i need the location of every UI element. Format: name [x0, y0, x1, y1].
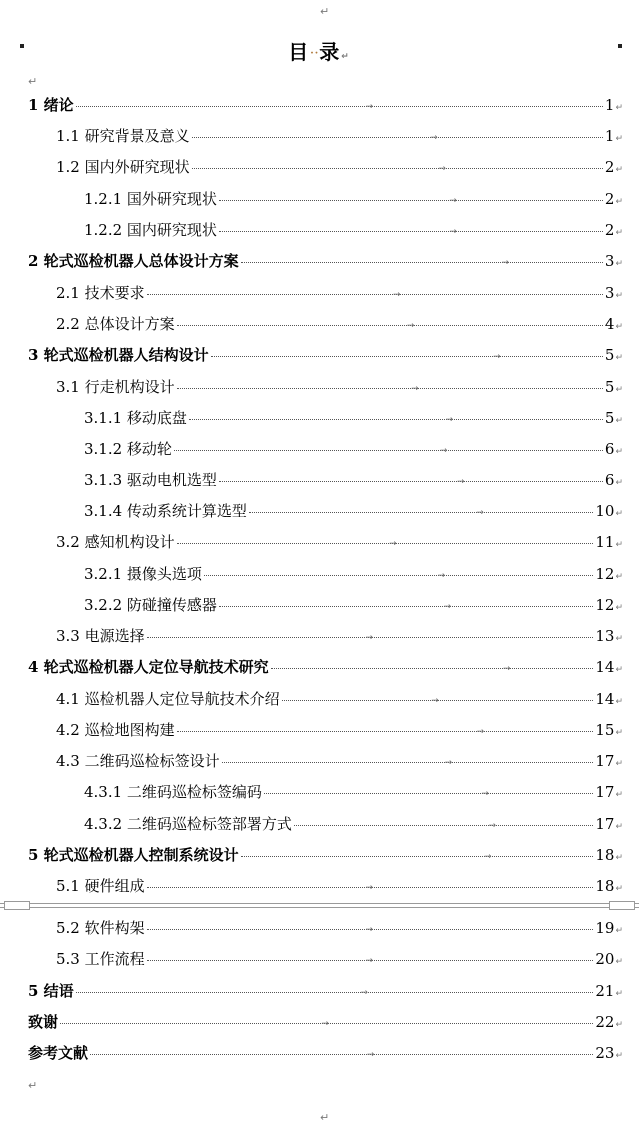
paragraph-mark: ↵	[615, 540, 623, 550]
toc-entry[interactable]	[56, 721, 623, 742]
paragraph-mark-end: ↵	[28, 1079, 38, 1092]
toc-entry-page-number: 15	[595, 721, 615, 739]
tab-arrow-mark: →	[365, 102, 374, 112]
tab-arrow-mark: →	[488, 821, 497, 831]
toc-entry-page-number: 23	[595, 1044, 615, 1062]
paragraph-mark: ↵	[615, 447, 623, 457]
toc-entry[interactable]	[56, 378, 623, 399]
tab-arrow-mark: →	[360, 988, 368, 998]
toc-entry-page-number: 3	[604, 252, 615, 270]
toc-dot-leader	[177, 727, 594, 737]
toc-entry-label: 5.1 硬件组成	[56, 877, 145, 895]
toc-dot-leader	[204, 571, 593, 581]
paragraph-mark: ↵	[615, 103, 623, 113]
tab-arrow-mark: →	[365, 925, 374, 935]
toc-entry-label: 4.3 二维码巡检标签设计	[56, 752, 220, 770]
tab-arrow-mark: →	[443, 602, 452, 612]
toc-entry[interactable]	[84, 815, 623, 836]
paragraph-mark: ↵	[615, 322, 623, 332]
toc-entry[interactable]	[84, 783, 623, 804]
paragraph-mark: ↵	[615, 989, 623, 999]
toc-entry-label: 3 轮式巡检机器人结构设计	[28, 346, 209, 364]
toc-entry[interactable]	[84, 440, 623, 461]
toc-entry-label: 5.2 软件构架	[56, 919, 145, 937]
toc-entry[interactable]	[84, 190, 623, 211]
toc-dot-leader	[264, 789, 593, 799]
toc-entry[interactable]	[28, 658, 623, 679]
toc-entry-page-number: 18	[595, 846, 615, 864]
paragraph-mark: ↵	[615, 416, 623, 426]
tab-arrow-mark: →	[437, 571, 446, 581]
toc-entry-page-number: 5	[604, 378, 615, 396]
toc-dot-leader	[192, 164, 603, 174]
tab-arrow-mark: →	[481, 789, 489, 799]
paragraph-mark: ↵	[615, 697, 623, 707]
paragraph-mark: ↵	[615, 853, 623, 863]
toc-dot-leader	[60, 1019, 593, 1029]
toc-entry-label: 3.1.2 移动轮	[84, 440, 172, 458]
tab-arrow-mark: →	[406, 321, 415, 331]
tab-arrow-mark: →	[439, 446, 448, 456]
toc-entry[interactable]	[84, 471, 623, 492]
toc-entry-label: 5 结语	[28, 982, 74, 1000]
paragraph-mark-top: ↵	[320, 5, 330, 18]
toc-entry-page-number: 20	[595, 950, 615, 968]
tab-arrow-mark: →	[365, 883, 374, 893]
toc-entry-page-number: 2	[604, 221, 615, 239]
toc-entry[interactable]	[28, 96, 623, 117]
toc-entry-page-number: 18	[595, 877, 615, 895]
toc-entry-page-number: 12	[595, 596, 615, 614]
toc-entry-label: 4 轮式巡检机器人定位导航技术研究	[28, 658, 269, 676]
toc-dot-leader	[219, 602, 593, 612]
toc-dot-leader	[147, 925, 594, 935]
toc-entry[interactable]	[84, 409, 623, 430]
toc-entry-page-number: 6	[604, 471, 615, 489]
toc-entry-label: 3.2.2 防碰撞传感器	[84, 596, 217, 614]
toc-entry-page-number: 6	[604, 440, 615, 458]
paragraph-mark: ↵	[615, 1051, 623, 1061]
toc-entry-label: 2 轮式巡检机器人总体设计方案	[28, 252, 239, 270]
paragraph-mark: ↵	[615, 1020, 623, 1030]
paragraph-mark: ↵	[615, 478, 623, 488]
title-paragraph-mark: ↵	[341, 52, 351, 62]
toc-entry[interactable]	[56, 127, 623, 148]
toc-entry[interactable]	[56, 950, 623, 971]
toc-dot-leader	[147, 883, 594, 893]
paragraph-mark: ↵	[615, 134, 623, 144]
toc-entry-label: 4.1 巡检机器人定位导航技术介绍	[56, 690, 280, 708]
toc-entry[interactable]	[28, 846, 623, 867]
tab-arrow-mark: →	[430, 133, 438, 143]
toc-entry[interactable]	[28, 982, 623, 1003]
toc-entry-page-number: 14	[595, 658, 615, 676]
tab-arrow-mark: →	[365, 956, 374, 966]
paragraph-mark-after-title: ↵	[28, 75, 38, 88]
toc-entry-page-number: 11	[595, 533, 615, 551]
toc-dot-leader	[147, 633, 594, 643]
paragraph-mark: ↵	[615, 291, 623, 301]
toc-entry-label: 3.3 电源选择	[56, 627, 145, 645]
toc-entry[interactable]	[28, 1044, 623, 1065]
toc-entry-page-number: 3	[604, 284, 615, 302]
tab-arrow-mark: →	[431, 696, 439, 706]
toc-dot-leader	[219, 477, 603, 487]
toc-entry[interactable]	[56, 158, 623, 179]
tab-arrow-mark: →	[456, 477, 465, 487]
tab-arrow-mark: →	[365, 633, 374, 643]
toc-entry-label: 3.1 行走机构设计	[56, 378, 175, 396]
tab-arrow-mark: →	[389, 539, 397, 549]
paragraph-mark: ↵	[615, 197, 623, 207]
toc-entry[interactable]	[56, 533, 623, 554]
toc-entry-page-number: 10	[595, 502, 615, 520]
toc-entry-label: 4.3.2 二维码巡检标签部署方式	[84, 815, 292, 833]
title-char-right: 录	[319, 40, 342, 64]
tab-arrow-mark: →	[393, 290, 401, 300]
paragraph-mark: ↵	[615, 228, 623, 238]
paragraph-mark: ↵	[615, 572, 623, 582]
toc-dot-leader	[177, 321, 603, 331]
toc-entry-label: 3.1.1 移动底盘	[84, 409, 187, 427]
paragraph-mark: ↵	[615, 259, 623, 269]
toc-dot-leader	[249, 508, 593, 518]
toc-entry-label: 3.1.3 驱动电机选型	[84, 471, 217, 489]
tab-arrow-mark: →	[476, 508, 484, 518]
toc-entry[interactable]	[84, 502, 623, 523]
paragraph-mark: ↵	[615, 665, 623, 675]
toc-entry-label: 致谢	[28, 1013, 59, 1031]
paragraph-mark: ↵	[615, 759, 623, 769]
toc-entry-page-number: 1	[604, 96, 615, 114]
toc-entry[interactable]	[56, 752, 623, 773]
toc-entry[interactable]	[56, 627, 623, 648]
toc-entry-page-number: 2	[604, 158, 615, 176]
paragraph-mark: ↵	[615, 165, 623, 175]
tab-arrow-mark: →	[321, 1019, 329, 1029]
toc-entry-label: 3.1.4 传动系统计算选型	[84, 502, 247, 520]
toc-entry[interactable]	[56, 690, 623, 711]
paragraph-mark: ↵	[615, 603, 623, 613]
toc-entry-label: 1.2.2 国内研究现状	[84, 221, 217, 239]
toc-dot-leader	[189, 415, 603, 425]
tab-arrow-mark: →	[449, 227, 457, 237]
toc-dot-leader	[177, 539, 594, 549]
paragraph-mark-bottom: ↵	[320, 1111, 330, 1124]
toc-dot-leader	[76, 102, 603, 112]
toc-entry-label: 3.2.1 摄像头选项	[84, 565, 202, 583]
toc-entry[interactable]	[56, 315, 623, 336]
toc-dot-leader	[241, 258, 603, 268]
toc-entry[interactable]	[28, 1013, 623, 1034]
toc-dot-leader	[219, 196, 603, 206]
toc-entry[interactable]	[84, 565, 623, 586]
tab-arrow-mark: →	[476, 727, 485, 737]
toc-entry-page-number: 5	[604, 409, 615, 427]
toc-entry[interactable]	[28, 252, 623, 273]
toc-entry-page-number: 13	[595, 627, 615, 645]
tab-arrow-mark: →	[484, 852, 492, 862]
tab-arrow-mark: →	[493, 352, 501, 362]
toc-entry-page-number: 1	[604, 127, 615, 145]
toc-entry-page-number: 19	[595, 919, 615, 937]
paragraph-mark: ↵	[615, 790, 623, 800]
toc-entry-page-number: 17	[595, 815, 615, 833]
toc-dot-leader	[147, 290, 603, 300]
tab-arrow-mark: →	[503, 664, 511, 674]
toc-entry-page-number: 5	[604, 346, 615, 364]
toc-dot-leader	[174, 446, 603, 456]
paragraph-mark: ↵	[615, 728, 623, 738]
paragraph-mark: ↵	[615, 353, 623, 363]
toc-dot-leader	[90, 1050, 593, 1060]
toc-entry-label: 2.1 技术要求	[56, 284, 145, 302]
toc-entry-label: 1 绪论	[28, 96, 74, 114]
page-title	[0, 36, 639, 65]
toc-dot-leader	[271, 664, 594, 674]
toc-entry-label: 5.3 工作流程	[56, 950, 145, 968]
paragraph-mark: ↵	[615, 822, 623, 832]
toc-entry-page-number: 17	[595, 783, 615, 801]
tab-arrow-mark: →	[445, 415, 454, 425]
toc-entry-page-number: 21	[595, 982, 615, 1000]
toc-entry-page-number: 2	[604, 190, 615, 208]
paragraph-mark: ↵	[615, 957, 623, 967]
tab-arrow-mark: →	[411, 384, 419, 394]
tab-arrow-mark: →	[501, 258, 510, 268]
toc-dot-leader	[219, 227, 603, 237]
toc-dot-leader	[147, 956, 594, 966]
toc-entry-label: 5 轮式巡检机器人控制系统设计	[28, 846, 239, 864]
toc-entry-page-number: 22	[595, 1013, 615, 1031]
toc-entry-label: 2.2 总体设计方案	[56, 315, 175, 333]
paragraph-mark: ↵	[615, 385, 623, 395]
toc-dot-leader	[294, 821, 593, 831]
toc-entry[interactable]	[56, 919, 623, 940]
paragraph-mark: ↵	[615, 926, 623, 936]
page-break	[0, 901, 639, 911]
toc-dot-leader	[192, 133, 603, 143]
tab-arrow-mark: →	[366, 1050, 375, 1060]
toc-dot-leader	[211, 352, 603, 362]
toc-entry-label: 4.2 巡检地图构建	[56, 721, 175, 739]
tab-arrow-mark: →	[449, 196, 457, 206]
tab-arrow-mark: →	[444, 758, 453, 768]
toc-entry[interactable]	[84, 221, 623, 242]
toc-entry-page-number: 17	[595, 752, 615, 770]
toc-entry[interactable]	[84, 596, 623, 617]
paragraph-mark: ↵	[615, 884, 623, 894]
toc-entry-label: 1.2.1 国外研究现状	[84, 190, 217, 208]
toc-entry-label: 1.1 研究背景及意义	[56, 127, 190, 145]
toc-entry-label: 4.3.1 二维码巡检标签编码	[84, 783, 262, 801]
toc-entry-page-number: 14	[595, 690, 615, 708]
toc-entry[interactable]	[56, 877, 623, 898]
toc-entry[interactable]	[28, 346, 623, 367]
toc-dot-leader	[76, 988, 594, 998]
paragraph-mark: ↵	[615, 634, 623, 644]
toc-entry-label: 3.2 感知机构设计	[56, 533, 175, 551]
toc-entry-label: 1.2 国内外研究现状	[56, 158, 190, 176]
toc-entry-page-number: 12	[595, 565, 615, 583]
toc-entry-page-number: 4	[604, 315, 615, 333]
toc-dot-leader	[222, 758, 594, 768]
toc-entry-label: 参考文献	[28, 1044, 89, 1062]
toc-dot-leader	[241, 852, 594, 862]
tab-arrow-mark: →	[438, 164, 446, 174]
title-char-left: 目	[288, 40, 311, 64]
title-dots: ··	[310, 48, 320, 59]
toc-dot-leader	[177, 384, 603, 394]
toc-entry[interactable]	[56, 284, 623, 305]
paragraph-mark: ↵	[615, 509, 623, 519]
toc-dot-leader	[282, 696, 594, 706]
